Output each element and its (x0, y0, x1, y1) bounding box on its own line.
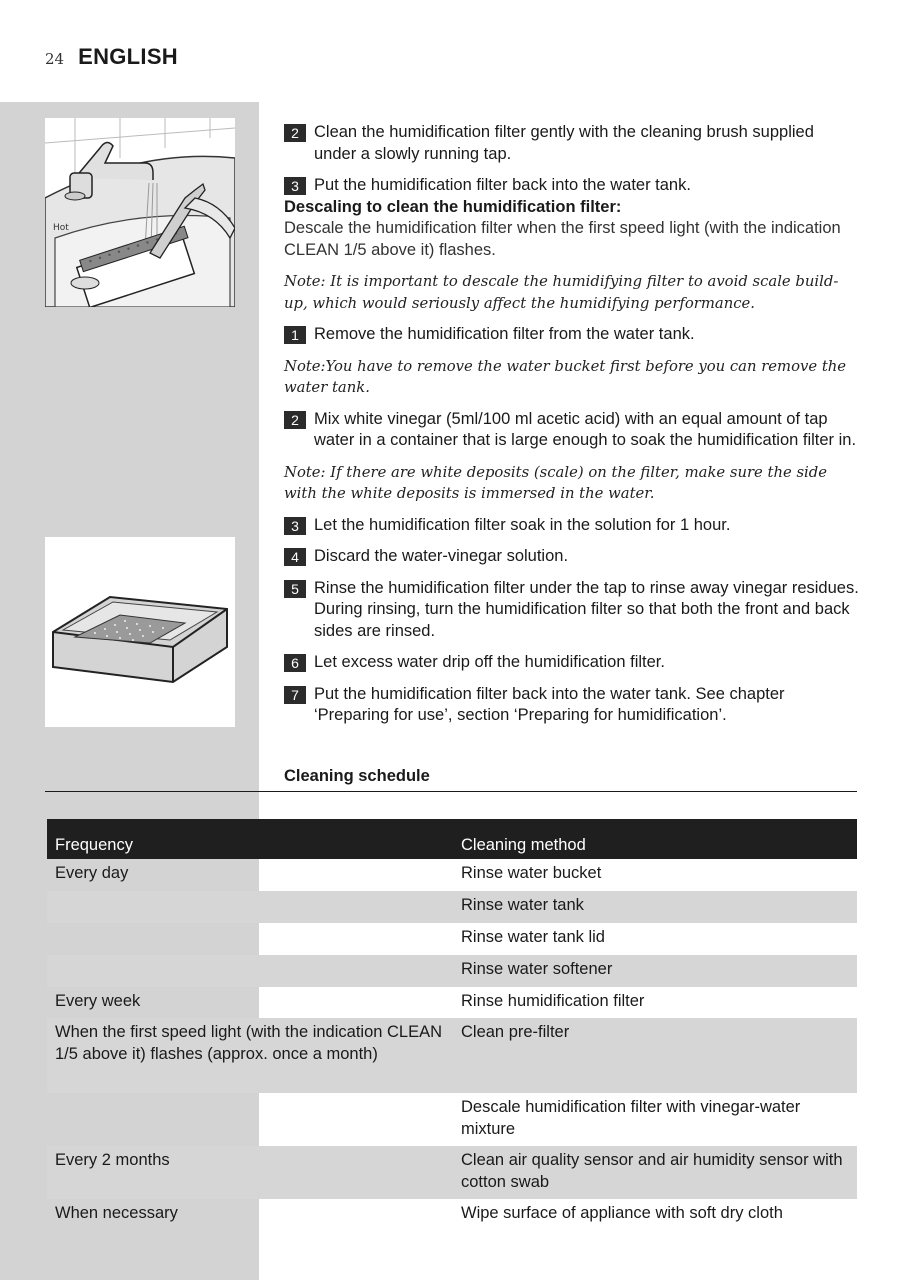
step-put-filter-back (284, 175, 859, 197)
step-number: 4 (284, 548, 306, 566)
step-number: 6 (284, 654, 306, 672)
table-row (47, 955, 857, 987)
step-text: Let the humidification filter soak in the solution for 1 hour. (314, 515, 731, 534)
cell-frequency: Every day (55, 864, 129, 882)
cell-method: Clean pre-filter (461, 1023, 570, 1041)
table-row (47, 1093, 857, 1146)
descaling-intro: Descale the humidification filter when the first speed light (with the indication CLEAN 1/5 above it) flashes. (284, 219, 841, 259)
cell-frequency (47, 955, 453, 987)
cleaning-schedule-heading: Cleaning schedule (284, 767, 430, 785)
table-row (47, 859, 857, 891)
soaking-tray-image (45, 537, 235, 727)
instructions-column (284, 122, 859, 737)
note-avoid-scale: Note: It is important to descale the humidifying filter to avoid scale build-up, which would seriously affect the humidifying performance. (284, 273, 839, 312)
step-text: Clean the humidification filter gently with the cleaning brush supplied under a slowly running tap. (314, 123, 814, 163)
cell-method: Rinse water bucket (461, 864, 602, 882)
cell-method: Wipe surface of appliance with soft dry cloth (461, 1204, 783, 1222)
step-text: Put the humidification filter back into the water tank. See chapter ‘Preparing for use’, section ‘Preparing for humidification’. (314, 684, 785, 724)
table-row (47, 923, 857, 955)
step-discard-solution (284, 546, 859, 568)
step-clean-filter (284, 122, 859, 165)
cell-method: Rinse water tank (461, 895, 584, 914)
divider-rule (45, 791, 857, 792)
cell-frequency: When the first speed light (with the indication CLEAN 1/5 above it) flashes (approx. once a month) (55, 1023, 443, 1063)
step-reinsert-filter (284, 684, 859, 727)
page-header (45, 44, 178, 74)
cell-method: Clean air quality sensor and air humidity sensor with cotton swab (461, 1151, 843, 1191)
note-white-deposits: Note: If there are white deposits (scale) on the filter, make sure the side with the white deposits is immersed in the water. (284, 463, 828, 502)
cell-frequency (47, 891, 453, 923)
step-number: 5 (284, 580, 306, 598)
descaling-heading: Descaling to clean the humidification filter: (284, 197, 622, 216)
step-number: 7 (284, 686, 306, 704)
table-row (47, 1146, 857, 1199)
table-row (47, 1018, 857, 1093)
step-number: 3 (284, 177, 306, 195)
page-number: 24 (45, 50, 65, 68)
tap-label-text: Hot (53, 223, 69, 233)
cell-frequency: Every week (55, 991, 141, 1010)
cell-frequency: When necessary (55, 1204, 178, 1222)
table-row (47, 891, 857, 923)
step-number: 2 (284, 411, 306, 429)
header-cleaning-method: Cleaning method (461, 835, 586, 854)
step-text: Discard the water-vinegar solution. (314, 547, 569, 565)
tap-brush-filter-image (45, 118, 235, 307)
step-text: Put the humidification filter back into the water tank. (314, 176, 691, 194)
cell-method: Rinse humidification filter (461, 991, 645, 1010)
step-remove-filter (284, 324, 859, 346)
cell-method: Rinse water softener (461, 959, 613, 978)
step-text: Remove the humidification filter from the water tank. (314, 325, 695, 343)
step-text: Rinse the humidification filter under the tap to rinse away vinegar residues. During rinsing, turn the humidification filter so that both the front and back sides are rinsed. (314, 578, 859, 640)
cell-frequency (47, 1093, 453, 1146)
step-number: 3 (284, 517, 306, 535)
step-number: 1 (284, 326, 306, 344)
step-text: Mix white vinegar (5ml/100 ml acetic acid) with an equal amount of tap water in a container that is large enough to soak the humidification filter in. (314, 409, 857, 449)
table-row (47, 987, 857, 1019)
note-remove-bucket: Note:You have to remove the water bucket first before you can remove the water tank. (284, 357, 847, 396)
header-frequency: Frequency (55, 835, 133, 854)
step-text: Let excess water drip off the humidification filter. (314, 653, 665, 671)
step-soak (284, 515, 859, 537)
cell-frequency (47, 923, 453, 955)
illustration-soaking-tray (45, 537, 235, 727)
step-mix-vinegar (284, 409, 859, 452)
cell-method: Rinse water tank lid (461, 927, 605, 946)
cell-method: Descale humidification filter with vinegar-water mixture (461, 1098, 801, 1138)
step-rinse (284, 578, 859, 643)
table-row (47, 1199, 857, 1231)
step-number: 2 (284, 124, 306, 142)
illustration-brush-cleaning (45, 118, 235, 307)
step-drip-off (284, 652, 859, 674)
table-header-row (47, 819, 857, 859)
cleaning-schedule-table (47, 819, 857, 1231)
cell-frequency: Every 2 months (55, 1151, 170, 1169)
section-title: ENGLISH (78, 44, 178, 69)
